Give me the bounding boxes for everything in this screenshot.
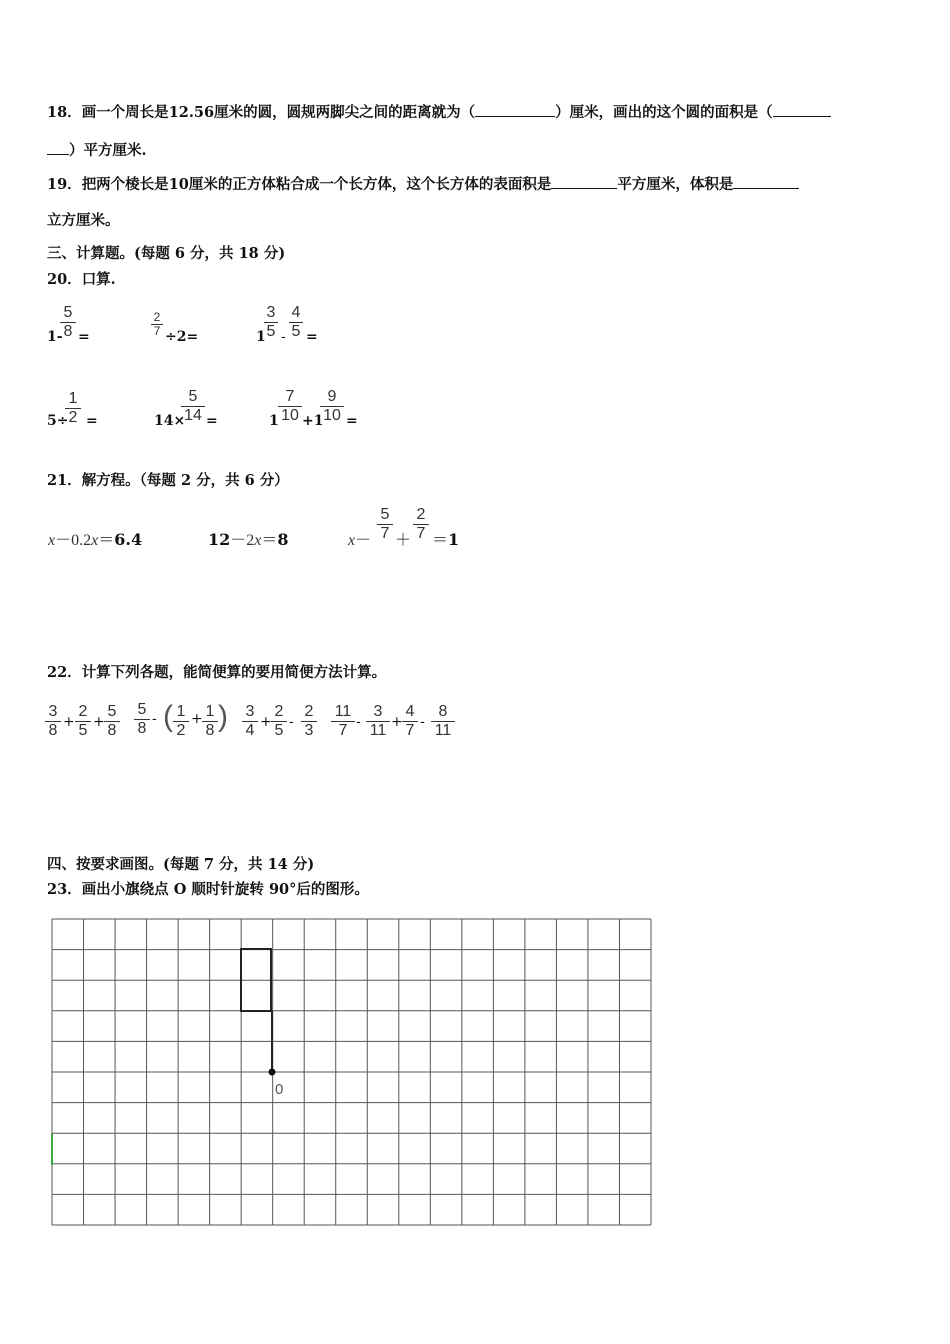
q18-blank-1[interactable] [475, 102, 555, 117]
q22-e1-fraction-3: $\frac{5}{8}$ [104, 703, 120, 740]
q22-e2-op-1: - [152, 711, 157, 727]
q20a-fraction: $\frac{5}{8}$ [60, 304, 76, 341]
q20c-tail: = [306, 329, 318, 345]
q20d-lead: 5÷ [47, 413, 69, 429]
q20f-fraction-1: $\frac{7}{10}$ [278, 388, 302, 425]
point-o [269, 1069, 276, 1076]
q22-e4-fraction-3: $\frac{4}{7}$ [402, 703, 418, 740]
q22-e3-op-1: + [260, 714, 272, 730]
q18-blank-2b[interactable] [47, 140, 69, 155]
q22-e2-right-paren: ) [218, 700, 228, 733]
q21-eq3-left: x－ [348, 530, 372, 549]
q19-blank-1[interactable] [551, 174, 617, 189]
q21-eq3-fraction-2: $\frac{2}{7}$ [413, 506, 429, 543]
q22-e1-fraction-2: $\frac{2}{5}$ [75, 703, 91, 740]
q22-e2-fraction-1: $\frac{5}{8}$ [134, 701, 150, 738]
q22-e2-left-paren: ( [163, 700, 173, 733]
q20f-fraction-2: $\frac{9}{10}$ [320, 388, 344, 425]
q18-line1: 18．画一个周长是12.56厘米的圆，圆规两脚尖之间的距离就为（ ）厘米，画出的这个圆的面积是（ [47, 102, 831, 123]
q19-line2: 立方厘米。 [47, 212, 120, 229]
q22-e2-fraction-2: $\frac{1}{2}$ [173, 703, 189, 740]
q22-e4-op-2: + [391, 714, 403, 730]
q20b-tail: ÷2= [165, 329, 199, 345]
q18-line2: ）平方厘米. [47, 140, 147, 161]
q18-blank-2a[interactable] [773, 102, 831, 117]
q23-grid-figure[interactable] [47, 914, 657, 1230]
q20f-plus: +1 [302, 413, 324, 429]
q20d-tail: = [86, 413, 98, 429]
q20e-tail: = [206, 413, 218, 429]
q21-eq3-plus: ＋ [395, 530, 412, 549]
q22-e1-op-2: + [93, 714, 105, 730]
q21-eq3-fraction-1: $\frac{5}{7}$ [377, 506, 393, 543]
q22-e4-fraction-4: $\frac{8}{11}$ [431, 703, 455, 740]
q22-e2-fraction-3: $\frac{1}{8}$ [202, 703, 218, 740]
q22-e3-fraction-2: $\frac{2}{5}$ [271, 703, 287, 740]
q20a-tail: = [78, 329, 90, 345]
q20e-lead: 14× [154, 413, 186, 429]
grid-lines [52, 919, 651, 1225]
q22-e4-op-1: - [356, 714, 361, 730]
q20d-fraction: $\frac{1}{2}$ [65, 390, 81, 427]
q21-equation-2: 12－2x＝8 [208, 530, 289, 549]
q22-heading: 22．计算下列各题，能简便算的要用简便方法计算。 [47, 664, 387, 681]
q22-e2-op-2: + [191, 711, 203, 727]
q20c-fraction-1: $\frac{3}{5}$ [264, 304, 278, 341]
q23-heading: 23．画出小旗绕点 O 顺时针旋转 90°后的图形。 [47, 881, 369, 898]
q20e-fraction: $\frac{5}{14}$ [181, 388, 205, 425]
q19-blank-2[interactable] [733, 174, 799, 189]
q20c-fraction-2: $\frac{4}{5}$ [289, 304, 303, 341]
q20f-tail: = [346, 413, 358, 429]
q22-e4-op-3: - [420, 714, 425, 730]
q22-e4-fraction-1: $\frac{11}{7}$ [331, 703, 355, 740]
q20b-fraction: $\frac{2}{7}$ [151, 311, 163, 338]
section4-title: 四、按要求画图。(每题 7 分，共 14 分) [47, 856, 315, 873]
point-o-label: 0 [275, 1081, 284, 1098]
q21-eq3-right: ＝1 [432, 530, 460, 549]
q22-e1-fraction-1: $\frac{3}{8}$ [45, 703, 61, 740]
q20f-lead: 1 [269, 413, 279, 429]
q22-e3-fraction-3: $\frac{2}{3}$ [301, 703, 317, 740]
q20c-lead: 1 [256, 329, 266, 345]
q20-heading: 20．口算. [47, 271, 116, 288]
q21-equation-1: x－0.2x＝6.4 [48, 530, 143, 549]
q21-heading: 21．解方程。（每题 2 分，共 6 分） [47, 472, 289, 489]
q22-e3-fraction-1: $\frac{3}{4}$ [242, 703, 258, 740]
q20a-lead: 1- [47, 329, 63, 345]
q22-e4-fraction-2: $\frac{3}{11}$ [366, 703, 390, 740]
q19-line1: 19．把两个棱长是10厘米的正方体粘合成一个长方体，这个长方体的表面积是 平方厘米，体积是 [47, 174, 799, 195]
q22-e1-op-1: + [63, 714, 75, 730]
q20c-minus: - [281, 329, 286, 345]
section3-title: 三、计算题。(每题 6 分，共 18 分) [47, 245, 286, 262]
q22-e3-op-2: - [289, 714, 294, 730]
